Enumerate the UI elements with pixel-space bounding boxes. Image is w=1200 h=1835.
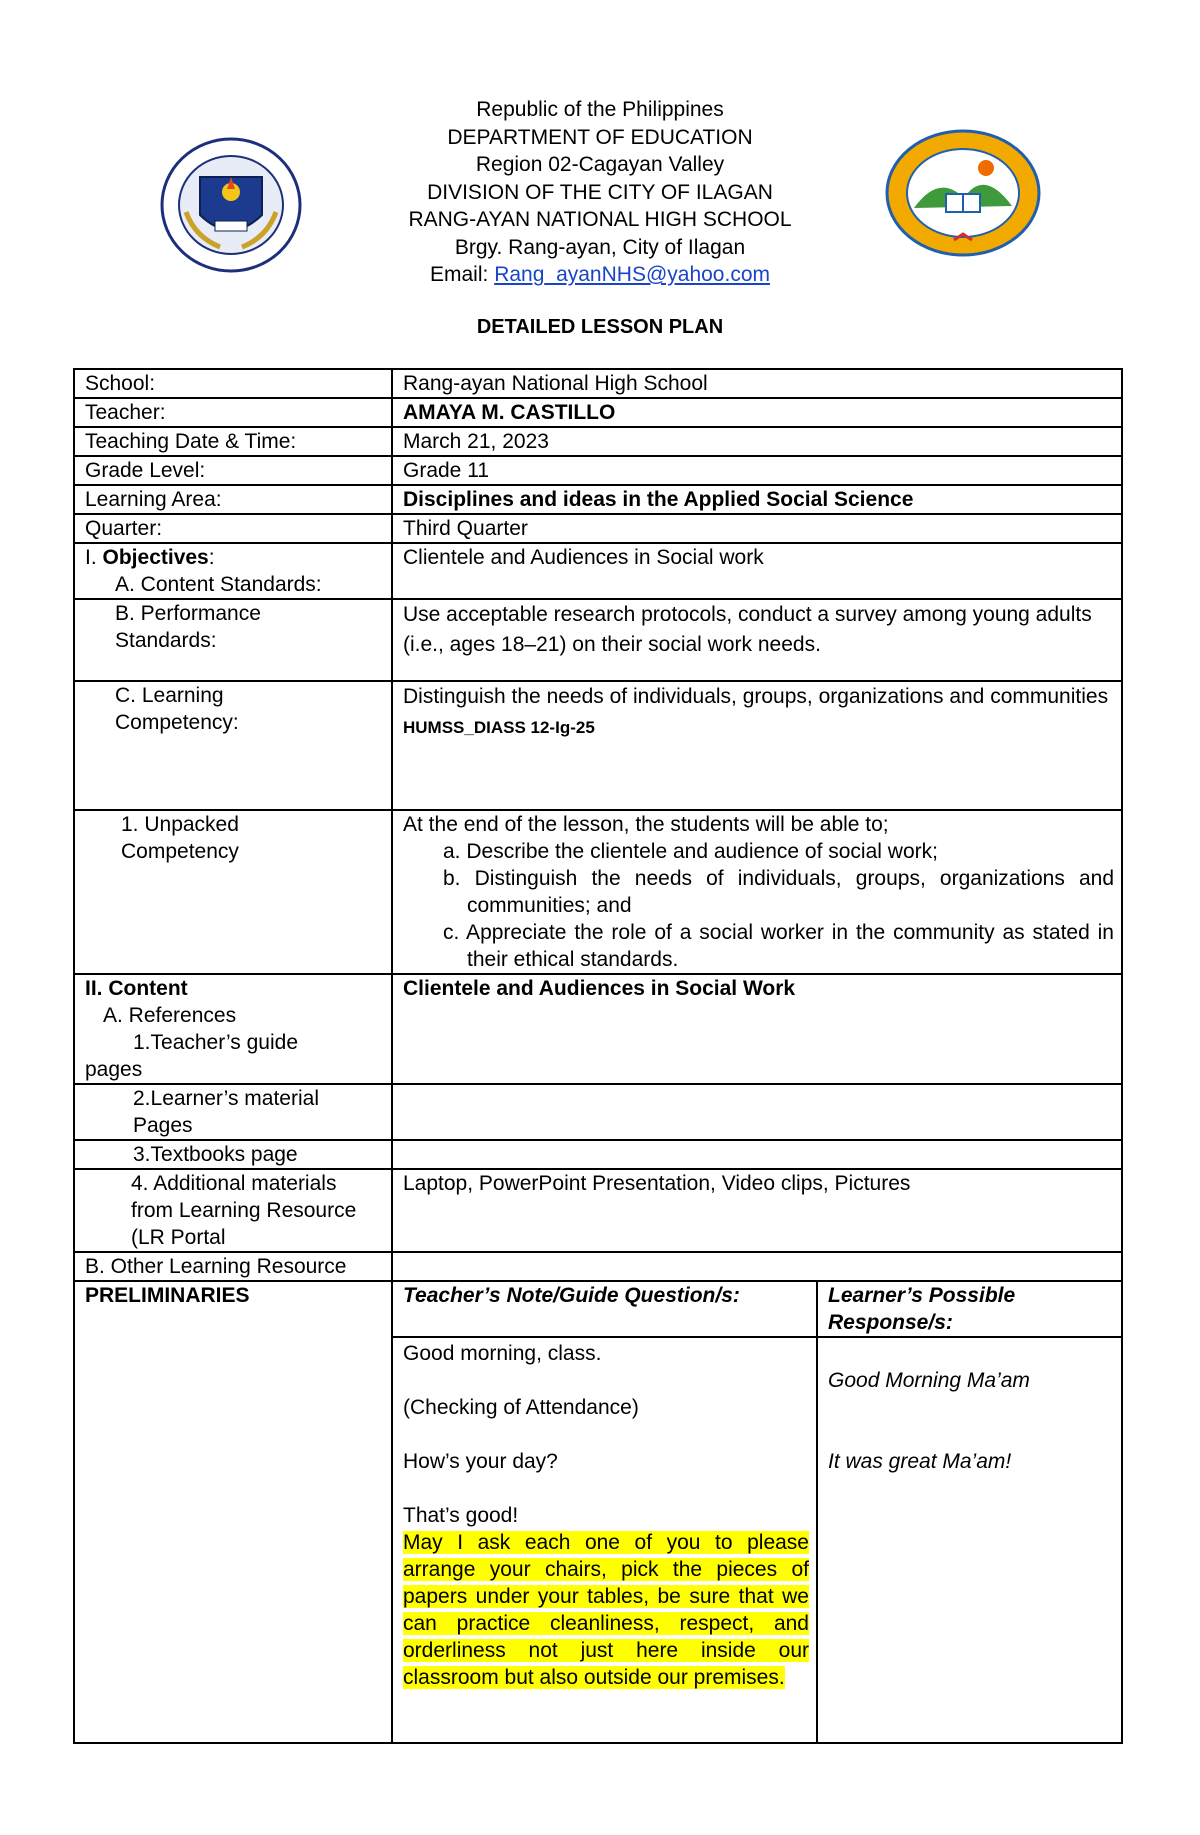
- teacher-question: How’s your day?: [403, 1450, 558, 1473]
- learners-material-label: 2.Learner’s material Pages: [74, 1084, 392, 1140]
- table-row: [74, 681, 1122, 810]
- table-row: [74, 543, 1122, 599]
- list-item: b. Distinguish the needs of individuals, groups, organizations and communities; and: [443, 867, 1114, 917]
- table-row: [74, 1140, 1122, 1169]
- document-title: DETAILED LESSON PLAN: [476, 316, 724, 338]
- content-heading: II. Content: [85, 977, 188, 1000]
- table-row: [74, 514, 1122, 543]
- area-label: Learning Area:: [74, 485, 392, 514]
- other-resource-label: B. Other Learning Resource: [74, 1252, 392, 1281]
- grade-value: Grade 11: [392, 456, 1122, 485]
- school-seal-logo: [884, 128, 1042, 258]
- objectives-label-cell: [74, 543, 392, 599]
- unpacked-value: [392, 810, 1122, 974]
- unpacked-list: [403, 838, 1114, 973]
- table-row: [74, 1281, 1122, 1337]
- header-address: Brgy. Rang-ayan, City of Ilagan: [454, 235, 746, 259]
- teacher-reply: That’s good!: [403, 1504, 519, 1527]
- teacher-attendance: (Checking of Attendance): [403, 1396, 639, 1419]
- performance-label: B. Performance Standards:: [74, 599, 392, 681]
- lesson-plan-table: [73, 368, 1123, 1744]
- textbooks-value: [392, 1140, 1122, 1169]
- table-row: [74, 398, 1122, 427]
- learner-response-header: Learner’s Possible Response/s:: [817, 1281, 1122, 1337]
- date-label: Teaching Date & Time:: [74, 427, 392, 456]
- competency-label: C. Learning Competency:: [74, 681, 392, 810]
- table-row: [74, 974, 1122, 1084]
- other-resource-value: [392, 1252, 1122, 1281]
- content-value: Clientele and Audiences in Social Work: [392, 974, 1122, 1084]
- header-region: Region 02-Cagayan Valley: [475, 153, 725, 176]
- table-row: [74, 1252, 1122, 1281]
- school-label: School:: [74, 369, 392, 398]
- teacher-instruction: May I ask each one of you to please arrange your chairs, pick the pieces of papers under your tables, be sure that we can practice cleanliness, respect, and orderliness not just here inside our classroom but also outside our premises.: [403, 1531, 809, 1689]
- area-value: Disciplines and ideas in the Applied Social Science: [392, 485, 1122, 514]
- header-department: DEPARTMENT OF EDUCATION: [447, 125, 753, 149]
- table-row: [74, 485, 1122, 514]
- table-row: [74, 369, 1122, 398]
- table-row: [74, 810, 1122, 974]
- competency-value: Distinguish the needs of individuals, groups, organizations and communities HUMSS_DIASS 12-Ig-25: [392, 681, 1122, 810]
- content-standards-value: Clientele and Audiences in Social work: [392, 543, 1122, 599]
- teacher-notes-cell: [392, 1337, 817, 1743]
- quarter-value: Third Quarter: [392, 514, 1122, 543]
- table-row: [74, 599, 1122, 681]
- list-item: c. Appreciate the role of a social worker in the community as stated in their ethical standards.: [443, 921, 1114, 971]
- header-email-line: [0, 261, 1200, 289]
- email-label: Email:: [430, 263, 495, 286]
- quarter-label: Quarter:: [74, 514, 392, 543]
- competency-code: HUMSS_DIASS 12-Ig-25: [403, 718, 595, 737]
- table-row: [74, 427, 1122, 456]
- school-value: Rang-ayan National High School: [392, 369, 1122, 398]
- teacher-note-header: Teacher’s Note/Guide Question/s:: [392, 1281, 817, 1337]
- unpacked-intro: At the end of the lesson, the students will be able to;: [403, 813, 889, 836]
- grade-label: Grade Level:: [74, 456, 392, 485]
- list-item: a. Describe the clientele and audience of social work;: [443, 840, 938, 863]
- teachers-guide-label: 1.Teacher’s guide pages: [85, 1031, 299, 1081]
- content-label-cell: [74, 974, 392, 1084]
- header-division: DIVISION OF THE CITY OF ILAGAN: [427, 180, 773, 204]
- table-row: [74, 1169, 1122, 1252]
- performance-value: Use acceptable research protocols, conduct a survey among young adults (i.e., ages 18–21) on their social work needs.: [392, 599, 1122, 681]
- learner-reply: It was great Ma’am!: [828, 1450, 1012, 1473]
- content-standards-label: A. Content Standards:: [115, 573, 322, 596]
- additional-label: 4. Additional materials from Learning Resource (LR Portal: [74, 1169, 392, 1252]
- preliminaries-label: PRELIMINARIES: [74, 1281, 392, 1743]
- learners-material-value: [392, 1084, 1122, 1140]
- teacher-value: AMAYA M. CASTILLO: [392, 398, 1122, 427]
- date-value: March 21, 2023: [392, 427, 1122, 456]
- references-label: A. References: [103, 1004, 237, 1027]
- teacher-greeting: Good morning, class.: [403, 1342, 602, 1365]
- header-school: RANG-AYAN NATIONAL HIGH SCHOOL: [408, 208, 792, 231]
- teacher-label: Teacher:: [74, 398, 392, 427]
- objectives-heading: I. Objectives:: [85, 546, 215, 569]
- table-row: [74, 1084, 1122, 1140]
- learner-greeting: Good Morning Ma’am: [828, 1369, 1030, 1392]
- header-republic: Republic of the Philippines: [476, 98, 724, 121]
- unpacked-label: 1. Unpacked Competency: [74, 810, 392, 974]
- learner-responses-cell: [817, 1337, 1122, 1743]
- textbooks-label: 3.Textbooks page: [74, 1140, 392, 1169]
- table-row: [74, 456, 1122, 485]
- email-link[interactable]: Rang_ayanNHS@yahoo.com: [494, 263, 770, 286]
- additional-value: Laptop, PowerPoint Presentation, Video clips, Pictures: [392, 1169, 1122, 1252]
